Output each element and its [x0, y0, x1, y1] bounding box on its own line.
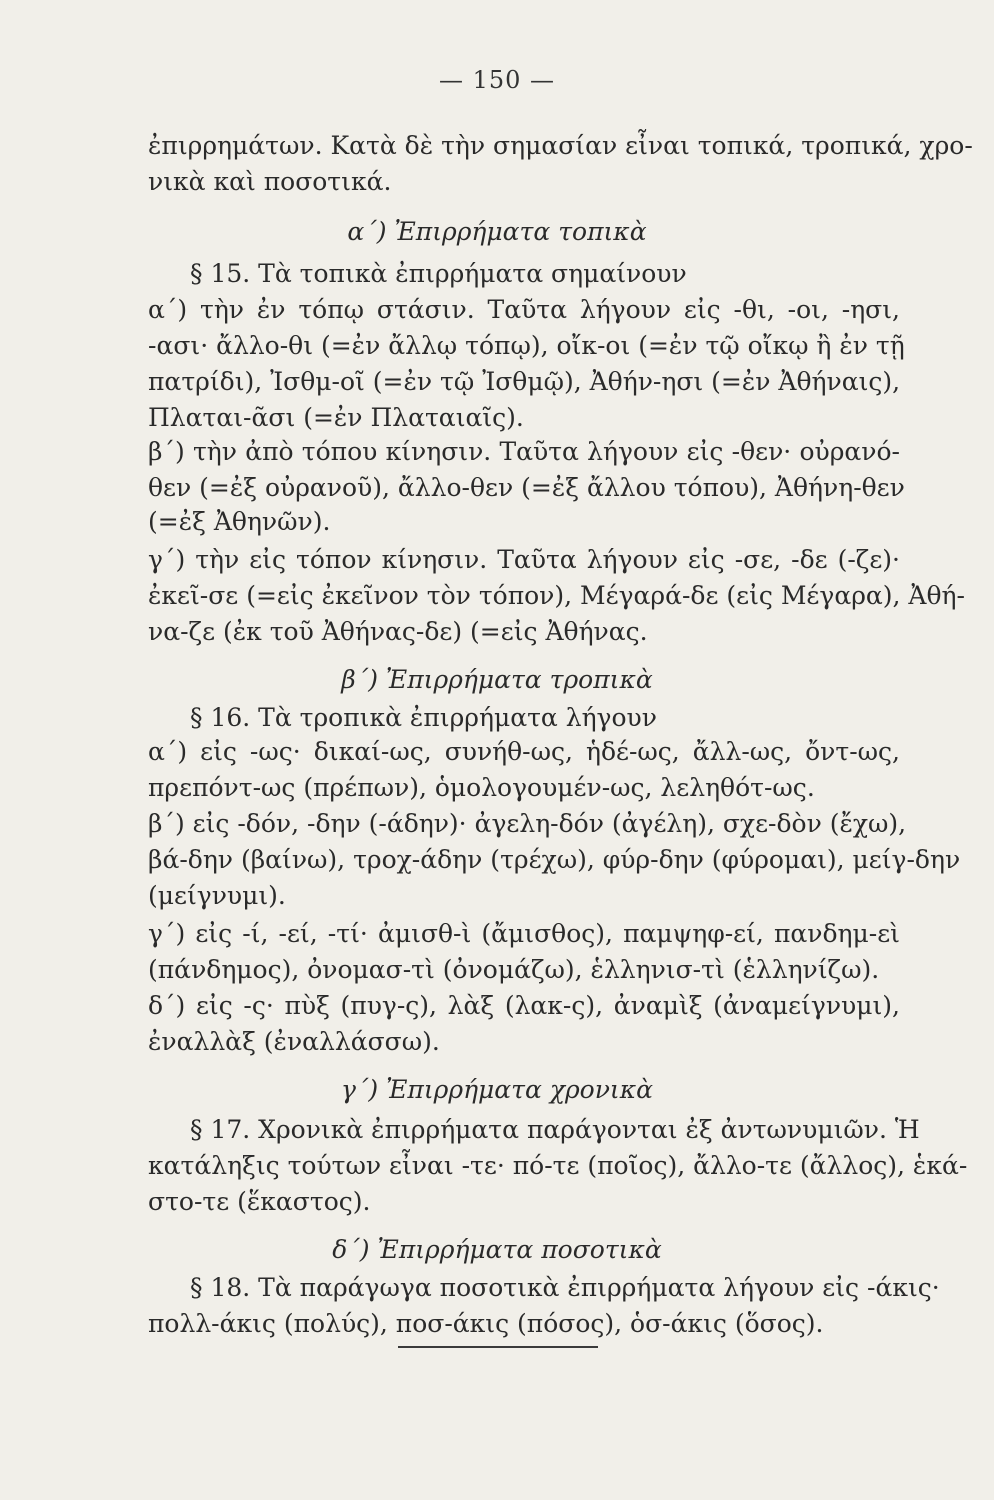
text-line: α΄) εἰς -ως· δικαί-ως, συνήθ-ως, ἡδέ-ως, ἄλλ-ως, ὄντ-ως,: [148, 737, 900, 766]
text-line: γ΄) τὴν εἰς τόπον κίνησιν. Ταῦτα λήγουν εἰς -σε, -δε (-ζε)·: [148, 545, 900, 574]
text-line: -ασι· ἄλλο-θι (=ἐν ἄλλῳ τόπῳ), οἴκ-οι (=ἐν τῷ οἴκῳ ἢ ἐν τῇ: [148, 331, 905, 360]
section-heading: γ΄) Ἐπιρρήματα χρονικὰ: [340, 1075, 654, 1104]
text-line: νικὰ καὶ ποσοτικά.: [148, 167, 392, 196]
page-number: — 150 —: [438, 66, 556, 94]
text-line: ἐπιρρημάτων. Κατὰ δὲ τὴν σημασίαν εἶναι τοπικά, τροπικά, χρο-: [148, 131, 973, 160]
text-line: δ΄) εἰς -ς· πὺξ (πυγ-ς), λὰξ (λακ-ς), ἀναμὶξ (ἀναμείγνυμι),: [148, 991, 900, 1020]
text-line: β΄) τὴν ἀπὸ τόπου κίνησιν. Ταῦτα λήγουν εἰς -θεν· οὐρανό-: [148, 437, 900, 466]
text-line: (μείγνυμι).: [148, 881, 286, 910]
text-line: θεν (=ἐξ οὐρανοῦ), ἄλλο-θεν (=ἐξ ἄλλου τόπου), Ἀθήνη-θεν: [148, 473, 905, 502]
text-line: να-ζε (ἐκ τοῦ Ἀθήνας-δε) (=εἰς Ἀθήνας.: [148, 617, 648, 646]
text-line: πρεπόντ-ως (πρέπων), ὁμολογουμέν-ως, λεληθότ-ως.: [148, 773, 815, 802]
paragraph-start: § 17. Χρονικὰ ἐπιρρήματα παράγονται ἐξ ἀντωνυμιῶν. Ἡ: [190, 1115, 920, 1144]
text-line: στο-τε (ἕκαστος).: [148, 1187, 371, 1216]
footer-rule: [398, 1346, 598, 1348]
text-line: (πάνδημος), ὀνομασ-τὶ (ὀνομάζω), ἑλληνισ-τὶ (ἑλληνίζω).: [148, 955, 880, 984]
section-heading: β΄) Ἐπιρρήματα τροπικὰ: [341, 665, 653, 694]
text-line: κατάληξις τούτων εἶναι -τε· πό-τε (ποῖος), ἄλλο-τε (ἄλλος), ἑκά-: [148, 1151, 968, 1180]
text-line: Πλαται-ᾶσι (=ἐν Πλαταιαῖς).: [148, 403, 524, 432]
text-line: ἐναλλὰξ (ἐναλλάσσω).: [148, 1027, 440, 1056]
text-line: πατρίδι), Ἰσθμ-οῖ (=ἐν τῷ Ἰσθμῷ), Ἀθήν-ησι (=ἐν Ἀθήναις),: [148, 367, 901, 396]
text-line: β΄) εἰς -δόν, -δην (-άδην)· ἀγελη-δόν (ἀγέλη), σχε-δὸν (ἔχω),: [148, 809, 907, 838]
text-line: πολλ-άκις (πολύς), ποσ-άκις (πόσος), ὁσ-άκις (ὅσος).: [148, 1309, 824, 1338]
section-heading: δ΄) Ἐπιρρήματα ποσοτικὰ: [332, 1235, 662, 1264]
paragraph-start: § 16. Τὰ τροπικὰ ἐπιρρήματα λήγουν: [190, 703, 657, 732]
paragraph-start: § 15. Τὰ τοπικὰ ἐπιρρήματα σημαίνουν: [190, 259, 687, 288]
text-line: γ΄) εἰς -ί, -εί, -τί· ἀμισθ-ὶ (ἄμισθος), παμψηφ-εί, πανδημ-εὶ: [148, 919, 900, 948]
paragraph-start: § 18. Τὰ παράγωγα ποσοτικὰ ἐπιρρήματα λήγουν εἰς -άκις·: [190, 1273, 940, 1302]
text-line: α΄) τὴν ἐν τόπῳ στάσιν. Ταῦτα λήγουν εἰς -θι, -οι, -ησι,: [148, 295, 900, 324]
text-line: ἐκεῖ-σε (=εἰς ἐκεῖνον τὸν τόπον), Μέγαρά-δε (εἰς Μέγαρα), Ἀθή-: [148, 581, 965, 610]
text-line: βά-δην (βαίνω), τροχ-άδην (τρέχω), φύρ-δην (φύρομαι), μείγ-δην: [148, 845, 961, 874]
text-line: (=ἐξ Ἀθηνῶν).: [148, 507, 331, 536]
section-heading: α΄) Ἐπιρρήματα τοπικὰ: [347, 217, 647, 246]
